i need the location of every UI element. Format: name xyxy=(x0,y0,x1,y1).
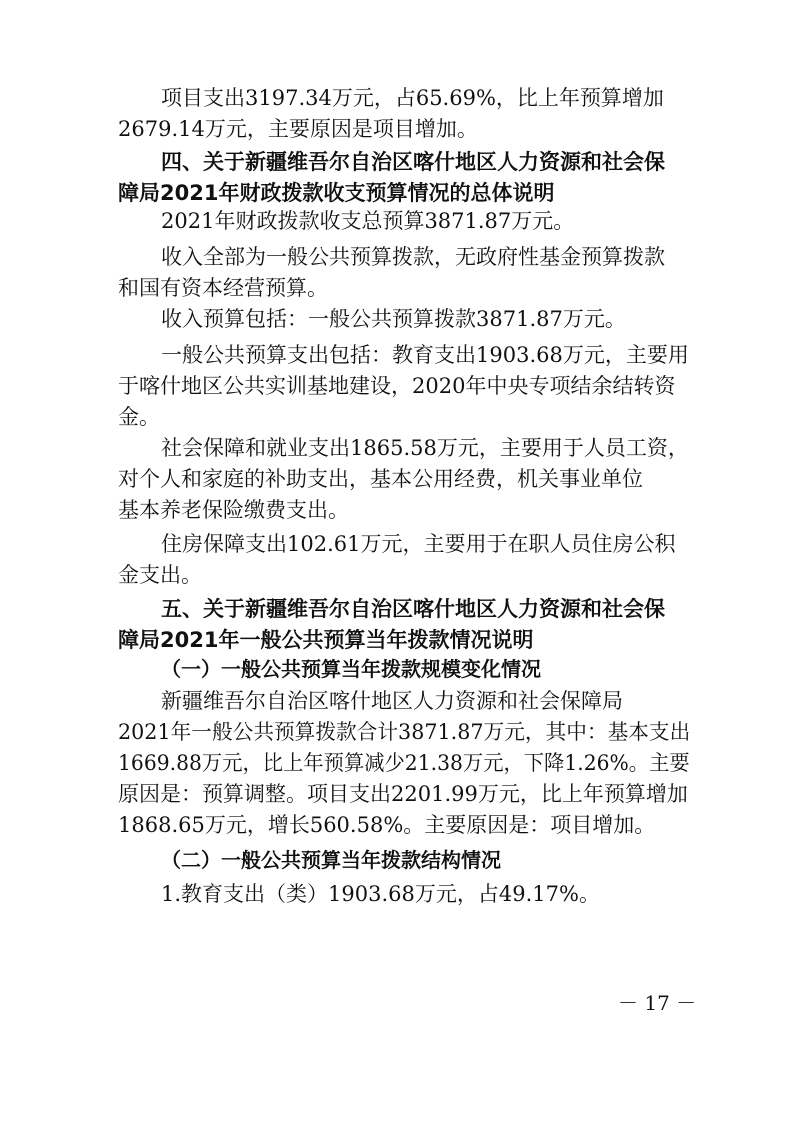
section-heading: 五、关于新疆维吾尔自治区喀什地区人力资源和社会保 xyxy=(161,597,665,621)
text-line: 2021年一般公共预算拨款合计3871.87万元，其中：基本支出 xyxy=(118,720,691,744)
page-number: － 17 － xyxy=(618,991,697,1015)
text-line: 收入预算包括：一般公共预算拨款3871.87万元。 xyxy=(161,307,626,331)
section-heading: 障局2021年财政拨款收支预算情况的总体说明 xyxy=(118,181,555,205)
text-line: 和国有资本经营预算。 xyxy=(118,276,328,300)
text-line: 于喀什地区公共实训基地建设，2020年中央专项结余结转资 xyxy=(118,374,676,398)
text-line: 金支出。 xyxy=(118,563,202,587)
text-line: 基本养老保险缴费支出。 xyxy=(118,498,349,522)
text-line: 项目支出3197.34万元，占65.69%，比上年预算增加 xyxy=(161,86,664,110)
text-line: 一般公共预算支出包括：教育支出1903.68万元，主要用 xyxy=(161,343,689,367)
text-line: 金。 xyxy=(118,405,160,429)
text-line: 收入全部为一般公共预算拨款，无政府性基金预算拨款 xyxy=(161,245,665,269)
section-heading: 四、关于新疆维吾尔自治区喀什地区人力资源和社会保 xyxy=(161,150,665,174)
text-line: 住房保障支出102.61万元，主要用于在职人员住房公积 xyxy=(161,532,676,556)
text-line: 1868.65万元，增长560.58%。主要原因是：项目增加。 xyxy=(118,813,656,837)
subsection-heading: （二）一般公共预算当年拨款结构情况 xyxy=(161,848,501,872)
text-line: 2679.14万元，主要原因是项目增加。 xyxy=(118,117,478,141)
subsection-heading: （一）一般公共预算当年拨款规模变化情况 xyxy=(161,657,541,681)
text-line: 原因是：预算调整。项目支出2201.99万元，比上年预算增加 xyxy=(118,782,688,806)
text-line: 2021年财政拨款收支总预算3871.87万元。 xyxy=(161,209,575,233)
section-heading: 障局2021年一般公共预算当年拨款情况说明 xyxy=(118,628,534,652)
text-line: 对个人和家庭的补助支出，基本公用经费，机关事业单位 xyxy=(118,467,643,491)
text-line: 1.教育支出（类）1903.68万元，占49.17%。 xyxy=(161,882,600,906)
text-line: 新疆维吾尔自治区喀什地区人力资源和社会保障局 xyxy=(161,689,623,713)
text-line: 1669.88万元，比上年预算减少21.38万元，下降1.26%。主要 xyxy=(118,751,690,775)
text-line: 社会保障和就业支出1865.58万元，主要用于人员工资， xyxy=(161,436,689,460)
